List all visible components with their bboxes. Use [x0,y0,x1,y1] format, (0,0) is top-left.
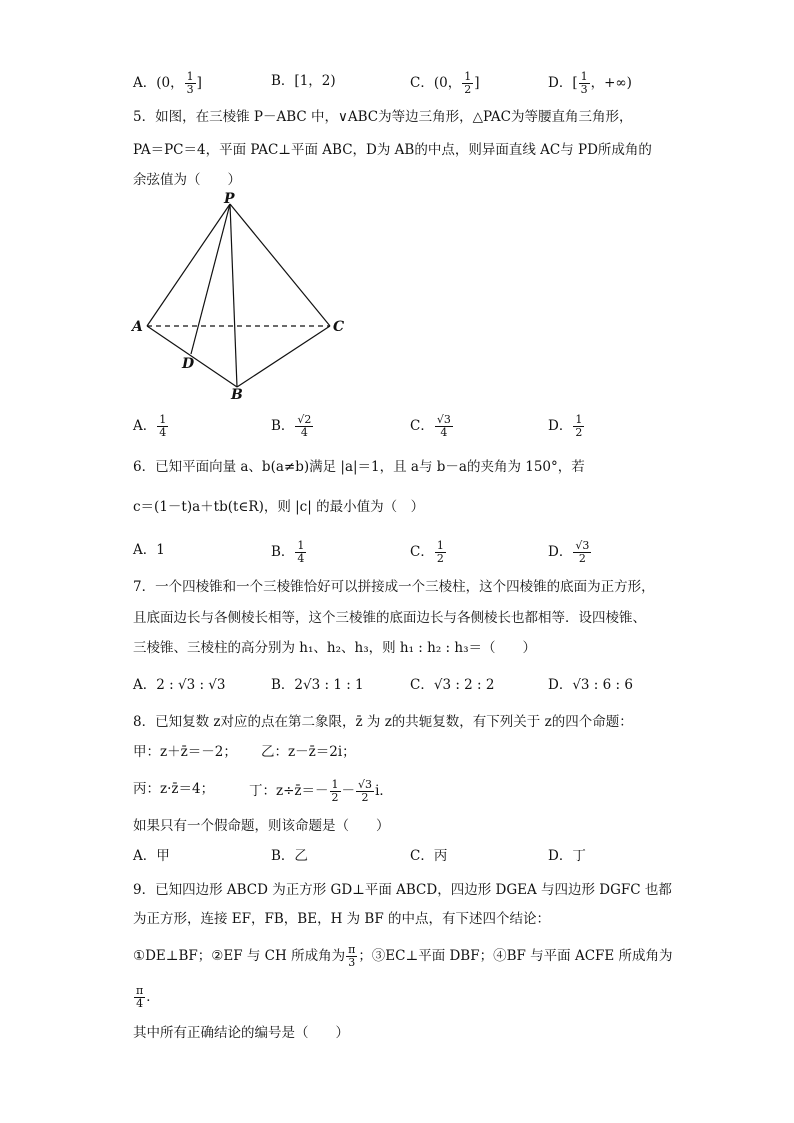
q4-option-d: D．[ $\frac{1}{3}$ ，+∞) [548,70,632,96]
q9-line-4: $\frac{\pi}{4}$ ． [136,984,160,1010]
q7-line-1: 7．一个四棱锥和一个三棱锥恰好可以拼接成一个三棱柱，这个四棱锥的底面为正方形， [133,579,655,595]
edge-pc [230,204,330,326]
q8-line-1: 8．已知复数 z对应的点在第二象限，z̄ 为 z的共轭复数，有下列关于 z的四个命题： [133,714,633,730]
q8-option-c: C．丙 [410,848,448,864]
q4-option-b: B．[1，2) [271,73,336,89]
q8-line-4: 如果只有一个假命题，则该命题是（ ） [133,818,390,834]
q5-line-2: PA＝PC＝4，平面 PAC⊥平面 ABC，D为 AB的中点，则异面直线 AC与 PD所成角的 [133,142,652,158]
q8-proposition-jia: 甲：z＋z̄＝－2； [133,744,237,760]
q5-line-3: 余弦值为（ ） [133,172,241,188]
q8-option-a: A．甲 [133,848,170,864]
q7-option-b: B．2√3 : 1 : 1 [271,677,364,693]
q4-option-a: A．(0， $\frac{1}{3}$ ] [133,70,202,96]
q6-line-1: 6．已知平面向量 a、b(a≠b)满足 |a|＝1，且 a与 b－a的夹角为 150°，若 [133,459,585,475]
q8-option-d: D．丁 [548,848,586,864]
label-a: A [132,319,143,335]
q8-option-b: B．乙 [271,848,308,864]
edge-bc [237,326,330,387]
q4-option-c: C．(0， $\frac{1}{2}$ ] [410,70,480,96]
q5-option-a: A． $\frac{1}{4}$ [133,413,167,439]
q7-line-2: 且底面边长与各侧棱长相等，这个三棱锥的底面边长与各侧棱长也都相等．设四棱锥、 [133,610,646,626]
label-d: D [182,356,195,372]
q9-line-1: 9．已知四边形 ABCD 为正方形 GD⊥平面 ABCD，四边形 DGEA 与四边形 DGFC 也都 [133,882,672,898]
q6-option-d: D． $\frac{√3}{2}$ [548,539,590,565]
edge-pb [230,204,237,387]
q7-line-3: 三棱锥、三棱柱的高分别为 h₁、h₂、h₃，则 h₁ : h₂ : h₃＝（ ） [133,640,536,656]
q9-line-3: ①DE⊥BF；②EF 与 CH 所成角为 $\frac{\pi}{3}$ ；③EC⊥平面 DBF；④BF 与平面 ACFE 所成角为 [133,943,673,969]
q8-proposition-yi: 乙：z－z̄＝2i； [261,744,356,760]
q5-option-d: D． $\frac{1}{2}$ [548,413,583,439]
edge-pd [191,204,230,354]
q5-line-1: 5．如图，在三棱锥 P－ABC 中，∨ABC为等边三角形，△PAC为等腰直角三角形， [133,109,633,125]
q8-proposition-ding: 丁：z÷z̄＝－ $\frac{1}{2}$ － $\frac{√3}{2}$ i． [249,778,393,804]
label-c: C [333,319,345,335]
q6-option-b: B． $\frac{1}{4}$ [271,539,305,565]
q9-line-5: 其中所有正确结论的编号是（ ） [133,1025,349,1041]
q6-option-a: A．1 [133,542,165,558]
q7-option-a: A．2 : √3 : √3 [133,677,226,693]
q5-option-c: C． $\frac{√3}{4}$ [410,413,451,439]
q6-option-c: C． $\frac{1}{2}$ [410,539,444,565]
q7-option-d: D．√3 : 6 : 6 [548,677,633,693]
edge-pa [147,204,230,326]
q8-proposition-bing: 丙：z·z̄＝4； [133,781,215,797]
q9-line-2: 为正方形，连接 EF，FB，BE，H 为 BF 的中点，有下述四个结论： [133,911,551,927]
q6-line-2: c＝(1－t)a＋tb(t∈R)，则 |c| 的最小值为（ ） [133,499,425,515]
pyramid-figure [125,192,355,407]
label-b: B [231,387,243,403]
q7-option-c: C．√3 : 2 : 2 [410,677,495,693]
label-p: P [224,192,235,207]
q5-option-b: B． $\frac{√2}{4}$ [271,413,312,439]
